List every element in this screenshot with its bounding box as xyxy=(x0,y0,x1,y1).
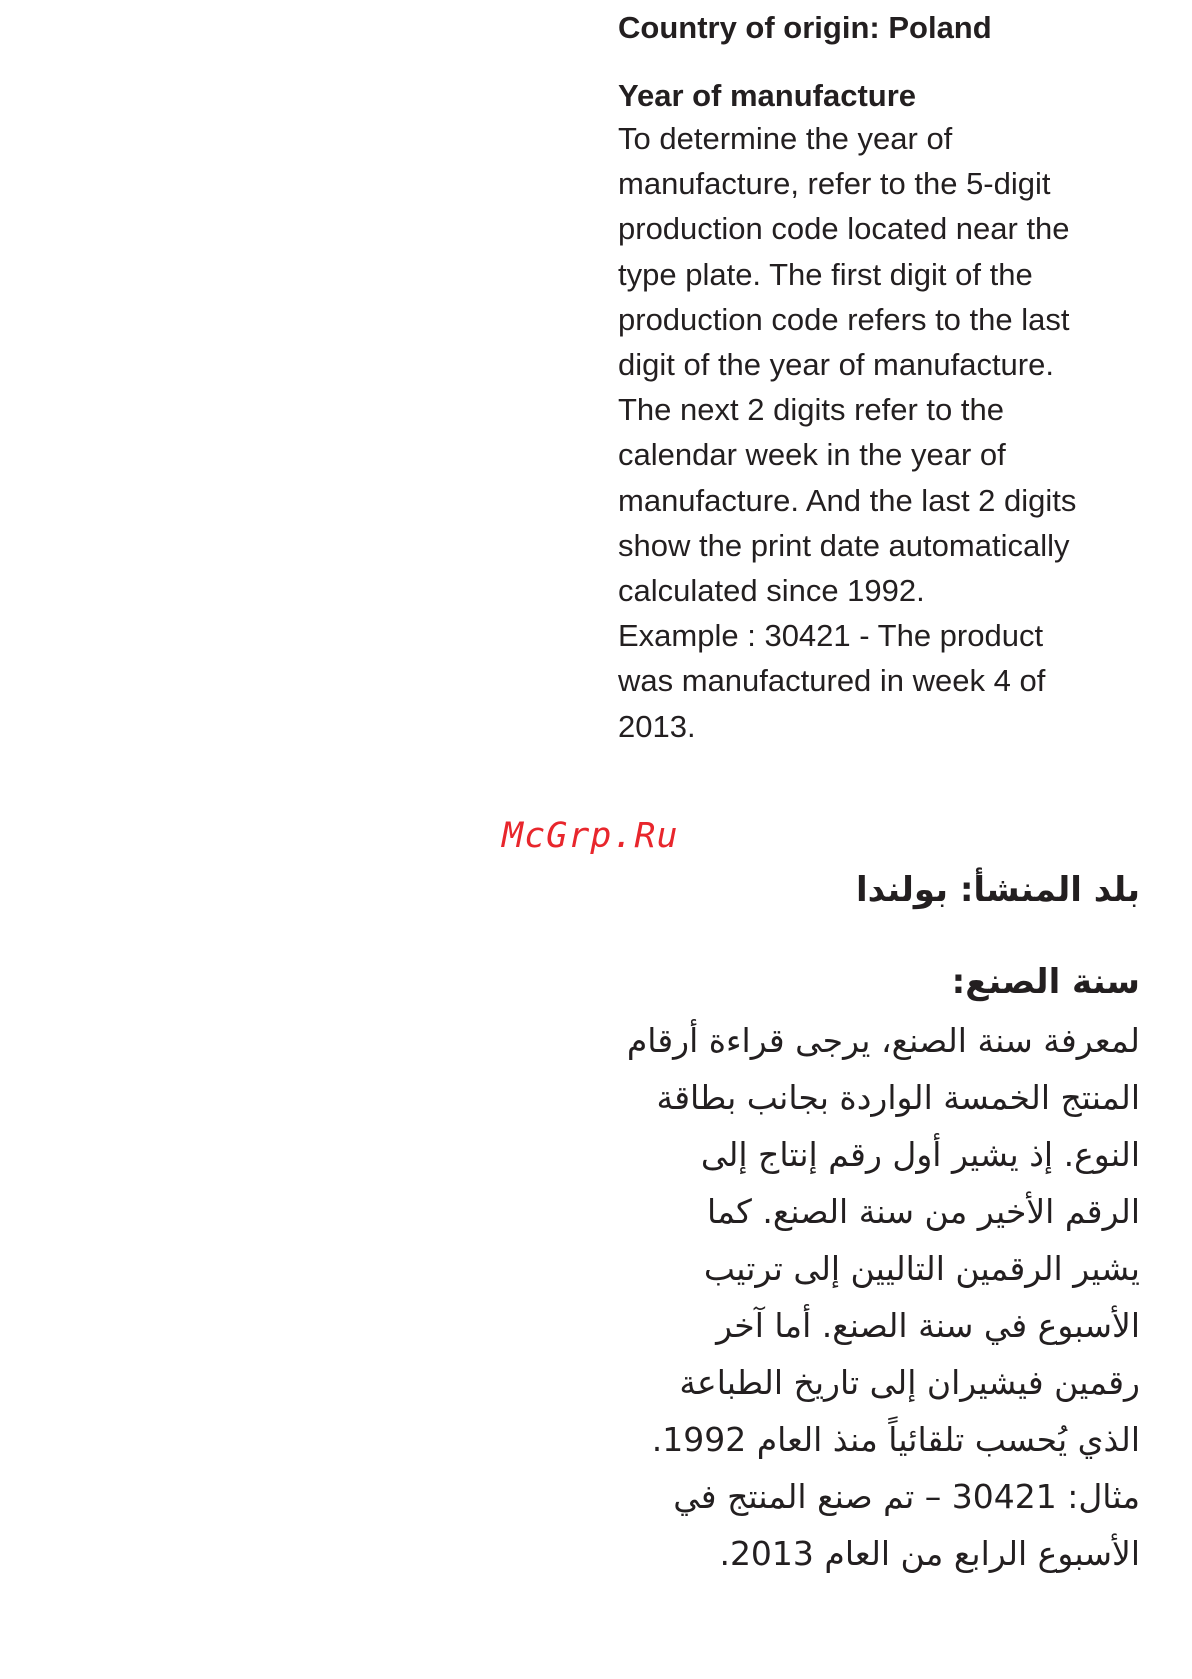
body-line: calendar week in the year of xyxy=(618,437,1006,473)
body-line: digit of the year of manufacture. xyxy=(618,347,1054,383)
body-line: manufacture, refer to the 5-digit xyxy=(618,166,1051,202)
arabic-year-body xyxy=(580,1012,1140,1582)
arabic-body-line: الأسبوع في سنة الصنع. أما آخر xyxy=(716,1306,1140,1345)
body-line: manufacture. And the last 2 digits xyxy=(618,482,1077,518)
arabic-country-heading: بلد المنشأ: بولندا xyxy=(855,870,1140,910)
arabic-section xyxy=(580,866,1140,1582)
country-of-origin-heading: Country of origin: Poland xyxy=(618,10,992,45)
arabic-year-heading: سنة الصنع: xyxy=(951,962,1140,1002)
arabic-body-line: الرقم الأخير من سنة الصنع. كما xyxy=(707,1192,1140,1231)
body-line: production code located near the xyxy=(618,211,1070,247)
arabic-body-line: النوع. إذ يشير أول رقم إنتاج إلى xyxy=(700,1135,1140,1174)
body-line: 2013. xyxy=(618,708,696,744)
arabic-body-line: مثال: 30421 – تم صنع المنتج في xyxy=(673,1477,1140,1516)
body-line: calculated since 1992. xyxy=(618,573,925,609)
arabic-body-line: رقمين فيشيران إلى تاريخ الطباعة xyxy=(679,1363,1140,1402)
body-line: was manufactured in week 4 of xyxy=(618,663,1046,699)
arabic-body-line: لمعرفة سنة الصنع، يرجى قراءة أرقام xyxy=(626,1021,1140,1060)
body-line: production code refers to the last xyxy=(618,301,1070,337)
arabic-body-line: المنتج الخمسة الواردة بجانب بطاقة xyxy=(656,1078,1140,1117)
watermark-text: McGrp.Ru xyxy=(502,816,679,856)
english-section xyxy=(618,8,1138,749)
body-line: type plate. The first digit of the xyxy=(618,256,1033,292)
body-line: show the print date automatically xyxy=(618,527,1070,563)
arabic-body-line: الذي يُحسب تلقائياً منذ العام 1992. xyxy=(651,1420,1140,1459)
year-of-manufacture-heading: Year of manufacture xyxy=(618,78,917,113)
arabic-body-line: يشير الرقمين التاليين إلى ترتيب xyxy=(703,1249,1140,1288)
body-line: The next 2 digits refer to the xyxy=(618,392,1004,428)
year-of-manufacture-body xyxy=(618,116,1138,749)
arabic-body-line: الأسبوع الرابع من العام 2013. xyxy=(719,1534,1140,1573)
body-line: Example : 30421 - The product xyxy=(618,618,1044,654)
body-line: To determine the year of xyxy=(618,121,953,156)
